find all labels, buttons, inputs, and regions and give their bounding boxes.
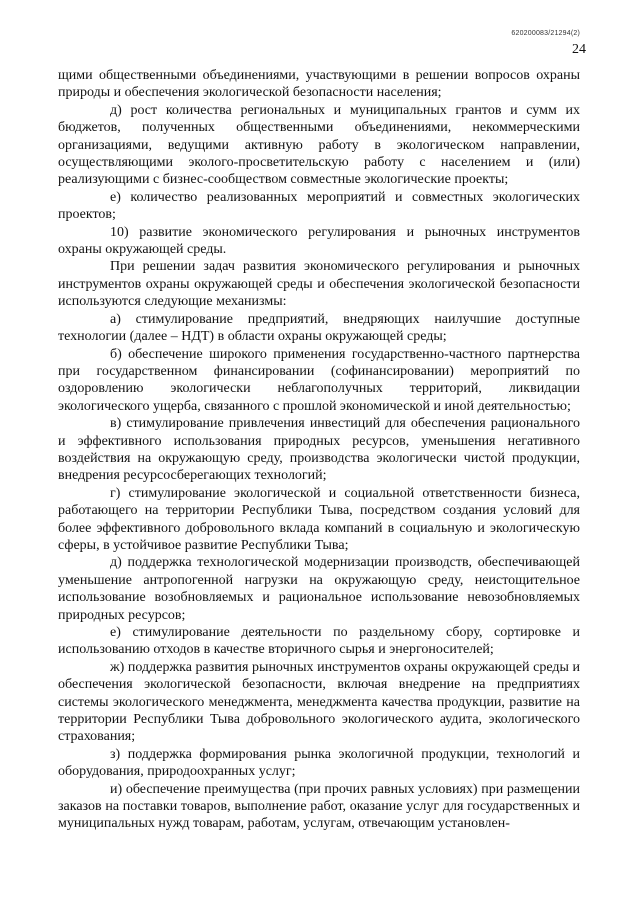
- paragraph: в) стимулирование привлечения инвестиций для обеспечения рационального и эффективного использования природных ресурсов, уменьшения негативного воздействия на окружающую среду, производства экологически чистой продукции, внедрения ресурсосберегающих технологий;: [58, 416, 580, 484]
- paragraph: д) поддержка технологической модернизации производств, обеспечивающей уменьшение антропогенной нагрузки на окружающую среду, неистощительное использование возобновляемых и рациональное использование невозобновляемых природных ресурсов;: [58, 555, 580, 623]
- paragraph: з) поддержка формирования рынка экологичной продукции, технологий и оборудования, природоохранных услуг;: [58, 746, 580, 780]
- paragraph: а) стимулирование предприятий, внедряющих наилучшие доступные технологии (далее – НДТ) в области охраны окружающей среды;: [58, 311, 580, 345]
- document-body: [58, 67, 580, 833]
- page-number: 24: [572, 42, 586, 57]
- paragraph: ж) поддержка развития рыночных инструментов охраны окружающей среды и обеспечения экологической безопасности, включая внедрение на предприятиях системы экологического менеджмента, менеджмента качества продукции, развитие на территории Республики Тыва добровольного экологического аудита, экологического страхования;: [58, 659, 580, 745]
- paragraph: е) стимулирование деятельности по раздельному сбору, сортировке и использованию отходов в качестве вторичного сырья и энергоносителей;: [58, 625, 580, 658]
- document-id: 620200083/21294(2): [511, 30, 580, 37]
- paragraph: и) обеспечение преимущества (при прочих равных условиях) при размещении заказов на поставки товаров, выполнение работ, оказание услуг для государственных и муниципальных нужд товарам, работам, услугам, отвечающим установлен-: [58, 781, 580, 832]
- paragraph: 10) развитие экономического регулирования и рыночных инструментов охраны окружающей среды.: [58, 224, 580, 258]
- paragraph: е) количество реализованных мероприятий и совместных экологических проектов;: [58, 189, 580, 223]
- paragraph: д) рост количества региональных и муниципальных грантов и сумм их бюджетов, полученных общественными объединениями, некоммерческими организациями, ведущими активную работу в экологическом направлении, осуществляющими эколого-просветительскую работу с населением и (или) реализующими с бизнес-сообществом совместные экологические проекты;: [58, 102, 580, 188]
- paragraph: б) обеспечение широкого применения государственно-частного партнерства при государственном финансировании (софинансировании) мероприятий по оздоровлению экологически неблагополучных территорий, ликвидации экологического ущерба, связанного с прошлой экономической и иной деятельностью;: [58, 346, 580, 414]
- paragraph: г) стимулирование экологической и социальной ответственности бизнеса, работающего на территории Республики Тыва, посредством создания условий для более эффективного добровольного вклада компаний в социальную и экологическую сферы, в устойчивое развитие Республики Тыва;: [58, 485, 580, 553]
- paragraph: При решении задач развития экономического регулирования и рыночных инструментов охраны окружающей среды и обеспечения экологической безопасности используются следующие механизмы:: [58, 259, 580, 310]
- paragraph: щими общественными объединениями, участвующими в решении вопросов охраны природы и обеспечения экологической безопасности населения;: [58, 68, 580, 101]
